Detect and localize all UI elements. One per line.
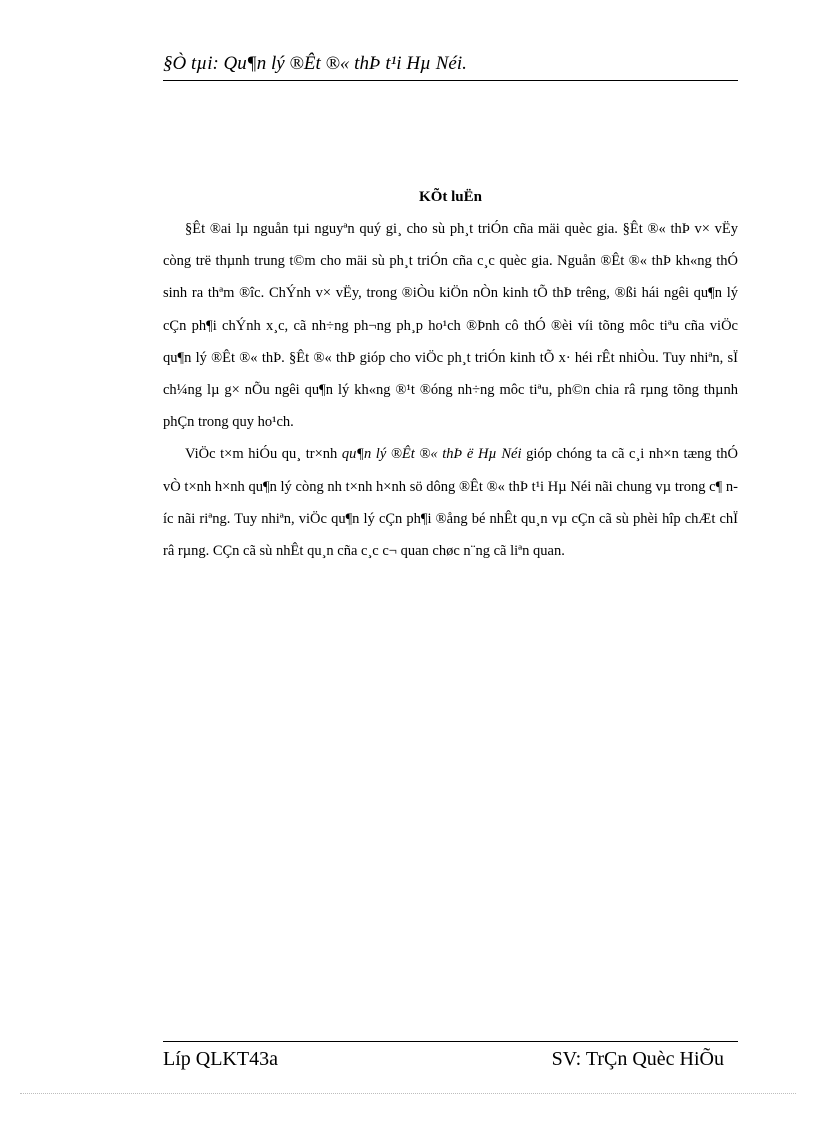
section-title: KÕt luËn <box>419 189 482 205</box>
paragraph-2-pre: ViÖc t×m hiÓu qu¸ tr×nh <box>185 446 342 463</box>
header-divider <box>163 80 738 81</box>
paragraph-2-emphasis: qu¶n lý ®Êt ®« thÞ ë Hµ Néi <box>341 446 522 463</box>
footer-student: SV: TrÇn Quèc HiÕu <box>551 1048 724 1070</box>
paragraph-2 <box>163 438 738 567</box>
footer-class: Líp QLKT43a <box>163 1048 278 1070</box>
paragraph-2-post: gióp chóng ta cã c¸i nh×n tæng thÓ vÒ t×nh h×nh qu¶n lý còng nh t×nh h×nh sö dông ®Êt ®« thÞ t¹i Hµ Néi nãi chung vµ trong c¶ níc nãi riªng. Tuy nhiªn, viÖc qu¶n lý cÇn ph¶i ®ång bé nhÊt qu¸n vµ cÇn cã sù phèi hîp chÆt chÏ râ rµng. CÇn cã sù nhÊt qu¸n cña c¸c c¬ quan chøc n¨ng cã liªn quan. <box>163 446 738 560</box>
footer-divider <box>163 1041 738 1042</box>
page-bottom-edge <box>20 1093 796 1094</box>
page-header: §Ò tµi: Qu¶n lý ®Êt ®« thÞ t¹i Hµ Néi. <box>163 53 467 74</box>
paragraph-1: §Êt ®ai lµ nguån tµi nguyªn quý gi¸ cho sù ph¸t triÓn cña mäi quèc gia. §Êt ®« thÞ v× vËy còng trë thµnh trung t©m cho mäi sù ph¸t triÓn cña c¸c quèc gia. Nguån ®Êt ®« thÞ kh«ng thÓ sinh ra thªm ®îc. ChÝnh v× vËy, trong ®iÒu kiÖn nÒn kinh tÕ thÞ trêng, ®ßi hái ngêi qu¶n lý cÇn ph¶i chÝnh x¸c, cã nh÷ng ph¬ng ph¸p ho¹ch ®Þnh cô thÓ ®èi víi tõng môc tiªu cña viÖc qu¶n lý ®Êt ®« thÞ. §Êt ®« thÞ gióp cho viÖc ph¸t triÓn kinh tÕ x· héi rÊt nhiÒu. Tuy nhiªn, sÏ ch¼ng lµ g× nÕu ngêi qu¶n lý kh«ng ®¹t ®óng nh÷ng môc tiªu, ph©n chia râ rµng tõng thµnh phÇn trong quy ho¹ch. <box>163 221 738 431</box>
page-content <box>163 185 738 567</box>
